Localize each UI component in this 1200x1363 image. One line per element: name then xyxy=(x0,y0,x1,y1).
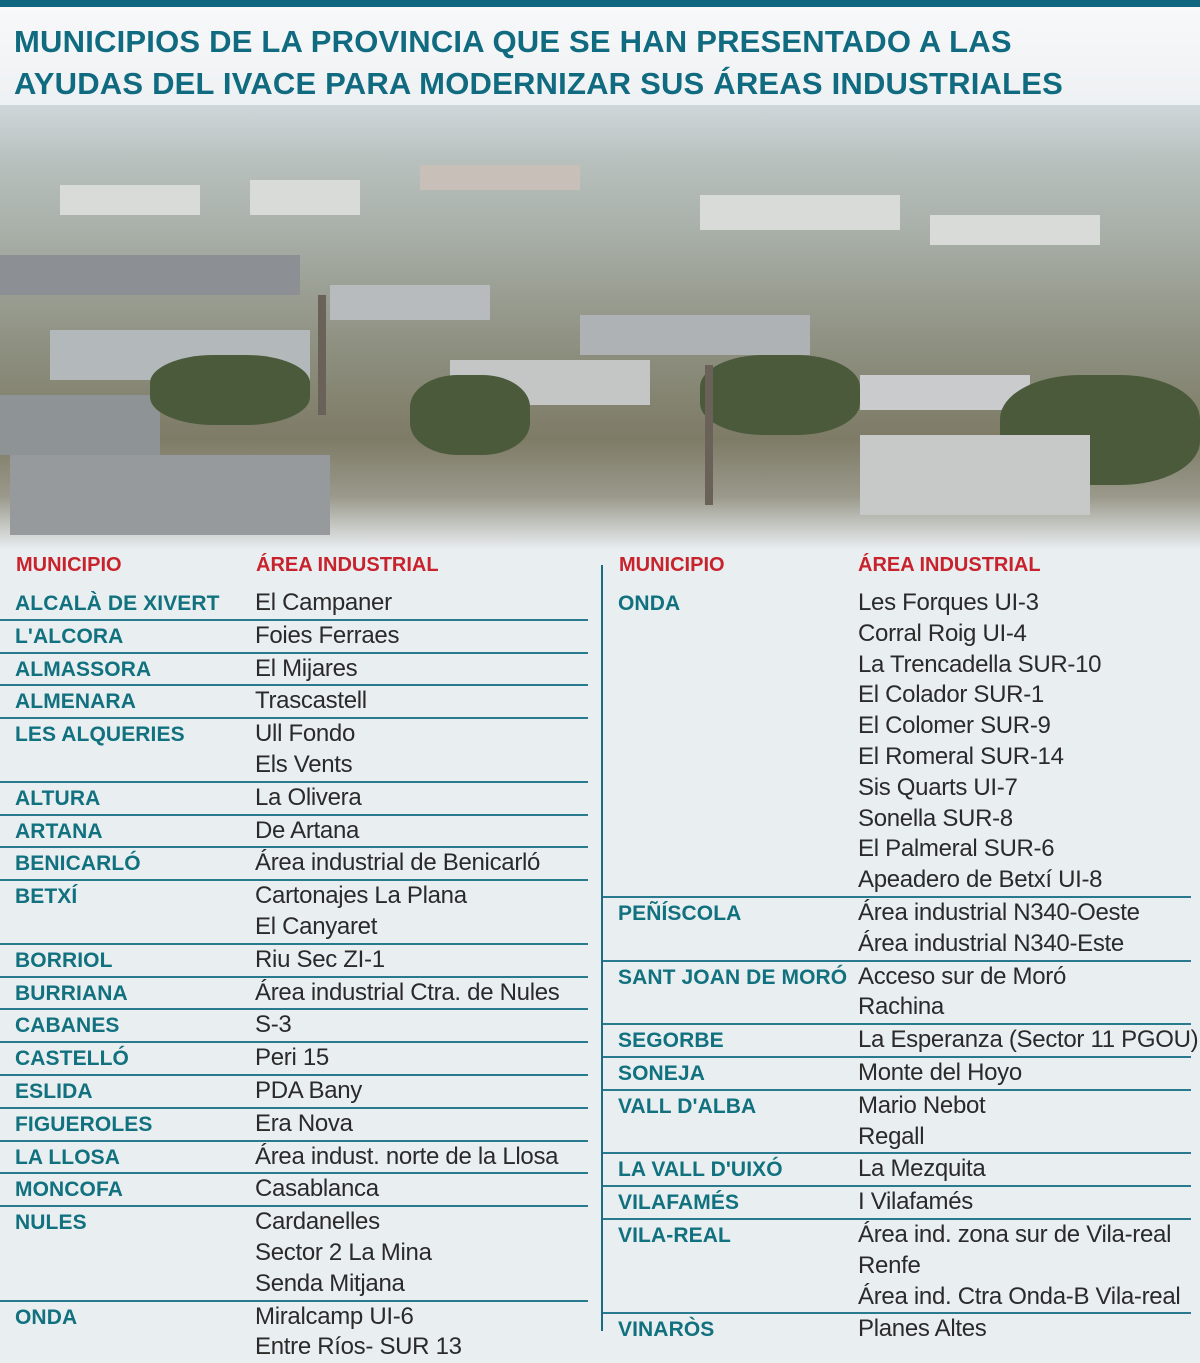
industrial-area-name: La Trencadella SUR-10 xyxy=(858,650,1102,678)
table-row xyxy=(0,588,588,621)
table-row xyxy=(603,588,1191,898)
industrial-area-name: Acceso sur de Moró xyxy=(858,962,1067,990)
industrial-area-name: Regall xyxy=(858,1122,925,1150)
industrial-area-name: Apeadero de Betxí UI-8 xyxy=(858,866,1103,894)
industrial-area-name: El Colador SUR-1 xyxy=(858,681,1044,709)
industrial-areas xyxy=(255,881,588,943)
industrial-area-name: Corral Roig UI-4 xyxy=(858,619,1027,647)
industrial-areas xyxy=(255,783,588,814)
municipality-name: CASTELLÓ xyxy=(15,1047,129,1071)
industrial-area-name: El Mijares xyxy=(255,654,358,682)
industrial-areas xyxy=(255,1010,588,1041)
industrial-areas xyxy=(255,1109,588,1140)
header-area-industrial: ÁREA INDUSTRIAL xyxy=(858,554,1041,576)
column-headers xyxy=(603,550,1191,588)
top-accent-bar xyxy=(0,0,1200,7)
table-row xyxy=(603,1091,1191,1155)
industrial-areas xyxy=(858,1187,1191,1218)
table-row xyxy=(0,1302,588,1363)
table-row xyxy=(603,1220,1191,1314)
municipalities-table xyxy=(0,550,1200,1361)
industrial-area-name: PDA Bany xyxy=(255,1076,362,1104)
table-row xyxy=(603,1058,1191,1091)
industrial-areas xyxy=(858,588,1191,896)
industrial-areas xyxy=(255,978,588,1009)
table-row xyxy=(0,1142,588,1175)
industrial-areas xyxy=(255,588,588,619)
municipality-name: SONEJA xyxy=(618,1061,705,1085)
industrial-area-name: Peri 15 xyxy=(255,1044,329,1072)
municipality-name: BORRIOL xyxy=(15,948,113,972)
industrial-areas xyxy=(858,962,1191,1024)
municipality-name: LES ALQUERIES xyxy=(15,723,185,747)
industrial-area-name: El Palmeral SUR-6 xyxy=(858,835,1055,863)
table-row xyxy=(0,848,588,881)
municipality-name: LA LLOSA xyxy=(15,1145,121,1169)
table-row xyxy=(0,1174,588,1207)
industrial-area-name: Rachina xyxy=(858,993,944,1021)
industrial-area-name: Área industrial Ctra. de Nules xyxy=(255,978,560,1006)
title-line-2: AYUDAS DEL IVACE PARA MODERNIZAR SUS ÁREAS INDUSTRIALES xyxy=(14,66,1064,101)
municipality-name: ESLIDA xyxy=(15,1079,93,1103)
industrial-area-name: Les Forques UI-3 xyxy=(858,589,1039,616)
municipality-name: ONDA xyxy=(15,1305,78,1329)
table-row xyxy=(603,962,1191,1026)
table-row xyxy=(603,1025,1199,1058)
industrial-areas xyxy=(255,719,588,781)
industrial-areas xyxy=(255,686,588,717)
municipality-name: VILA-REAL xyxy=(618,1223,731,1247)
municipality-name: NULES xyxy=(15,1211,87,1235)
header xyxy=(0,7,1200,105)
industrial-areas xyxy=(858,1025,1199,1056)
table-row xyxy=(0,1010,588,1043)
industrial-area-name: Monte del Hoyo xyxy=(858,1058,1022,1086)
header-municipio: MUNICIPIO xyxy=(619,554,725,576)
municipality-name: VILAFAMÉS xyxy=(618,1191,740,1215)
municipality-name: VINARÒS xyxy=(618,1318,715,1342)
industrial-area-name: La Mezquita xyxy=(858,1155,986,1183)
industrial-areas xyxy=(255,621,588,652)
municipality-name: SEGORBE xyxy=(618,1029,724,1053)
table-row xyxy=(0,1109,588,1142)
industrial-area-name: Área indust. norte de la Llosa xyxy=(255,1142,559,1170)
municipality-name: L'ALCORA xyxy=(15,624,124,648)
industrial-areas xyxy=(858,1154,1191,1185)
table-row xyxy=(0,881,588,945)
industrial-area-name: De Artana xyxy=(255,816,360,844)
industrial-area-name: Renfe xyxy=(858,1251,921,1279)
table-row xyxy=(0,978,588,1011)
title-line-1: MUNICIPIOS DE LA PROVINCIA QUE SE HAN PRESENTADO A LAS xyxy=(14,24,1012,59)
header-area-industrial: ÁREA INDUSTRIAL xyxy=(256,554,439,576)
industrial-area-name: Ull Fondo xyxy=(255,720,356,748)
industrial-area-name: Área ind. Ctra Onda-B Vila-real xyxy=(858,1282,1181,1310)
industrial-areas xyxy=(255,1142,588,1173)
industrial-areas xyxy=(858,898,1191,960)
industrial-area-name: Área industrial N340-Este xyxy=(858,929,1124,957)
industrial-areas xyxy=(255,1302,588,1363)
industrial-area-name: Área industrial de Benicarló xyxy=(255,849,541,877)
industrial-area-name: Miralcamp UI-6 xyxy=(255,1302,414,1330)
municipality-name: FIGUEROLES xyxy=(15,1112,153,1136)
municipality-name: CABANES xyxy=(15,1014,120,1038)
industrial-area-name: El Campaner xyxy=(255,589,392,616)
municipality-name: PEÑÍSCOLA xyxy=(618,901,742,925)
industrial-area-name: El Colomer SUR-9 xyxy=(858,712,1051,740)
page-title xyxy=(14,21,1063,105)
industrial-area-name: Área ind. zona sur de Vila-real xyxy=(858,1220,1172,1248)
municipality-name: ONDA xyxy=(618,592,681,615)
table-row xyxy=(0,621,588,654)
industrial-area-name: Sector 2 La Mina xyxy=(255,1238,432,1266)
industrial-area-name: Cardanelles xyxy=(255,1208,380,1236)
industrial-area-name: El Canyaret xyxy=(255,912,378,940)
industrial-area-name: Casablanca xyxy=(255,1175,379,1203)
industrial-areas xyxy=(255,654,588,685)
municipality-name: ARTANA xyxy=(15,819,103,843)
industrial-area-name: Sonella SUR-8 xyxy=(858,804,1013,832)
industrial-area-photo xyxy=(0,105,1200,550)
industrial-area-name: Foies Ferraes xyxy=(255,621,400,649)
industrial-areas xyxy=(255,1174,588,1205)
industrial-areas xyxy=(858,1058,1191,1089)
table-row xyxy=(0,654,588,687)
table-row xyxy=(0,783,588,816)
right-column xyxy=(603,550,1199,1345)
column-headers xyxy=(0,550,588,588)
table-row xyxy=(603,1187,1191,1220)
industrial-areas xyxy=(255,1043,588,1074)
municipality-name: BENICARLÓ xyxy=(15,852,141,876)
municipality-name: LA VALL D'UIXÓ xyxy=(618,1158,783,1182)
table-row xyxy=(0,816,588,849)
industrial-area-name: Riu Sec ZI-1 xyxy=(255,945,385,973)
industrial-areas xyxy=(255,945,588,976)
industrial-area-name: S-3 xyxy=(255,1011,292,1039)
municipality-name: ALMENARA xyxy=(15,690,136,714)
municipality-name: BURRIANA xyxy=(15,981,128,1005)
municipality-name: SANT JOAN DE MORÓ xyxy=(618,965,848,989)
table-row xyxy=(0,719,588,783)
table-row xyxy=(0,1076,588,1109)
industrial-area-name: Els Vents xyxy=(255,750,353,778)
table-row xyxy=(0,686,588,719)
table-row xyxy=(603,1154,1191,1187)
header-municipio: MUNICIPIO xyxy=(16,554,122,576)
municipality-name: BETXÍ xyxy=(15,885,78,909)
municipality-name: ALTURA xyxy=(15,786,101,810)
industrial-area-name: La Esperanza (Sector 11 PGOU) xyxy=(858,1026,1199,1054)
municipality-name: VALL D'ALBA xyxy=(618,1094,757,1118)
left-column xyxy=(0,550,588,1363)
industrial-area-name: Área industrial N340-Oeste xyxy=(858,898,1140,926)
industrial-areas xyxy=(255,1076,588,1107)
industrial-area-name: Mario Nebot xyxy=(858,1091,986,1119)
industrial-areas xyxy=(858,1220,1191,1312)
industrial-area-name: I Vilafamés xyxy=(858,1188,973,1216)
table-row xyxy=(603,898,1191,962)
industrial-areas xyxy=(255,1207,588,1299)
municipality-name: ALMASSORA xyxy=(15,657,152,681)
industrial-areas xyxy=(255,848,588,879)
industrial-area-name: Planes Altes xyxy=(858,1315,987,1343)
table-row xyxy=(0,1043,588,1076)
industrial-area-name: El Romeral SUR-14 xyxy=(858,742,1064,770)
municipality-name: MONCOFA xyxy=(15,1178,124,1202)
industrial-area-name: Era Nova xyxy=(255,1109,353,1137)
industrial-area-name: Sis Quarts UI-7 xyxy=(858,773,1018,801)
industrial-area-name: Trascastell xyxy=(255,687,367,715)
industrial-area-name: Cartonajes La Plana xyxy=(255,882,467,910)
industrial-area-name: Entre Ríos- SUR 13 xyxy=(255,1333,462,1361)
industrial-areas xyxy=(858,1091,1191,1153)
table-row xyxy=(0,945,588,978)
industrial-area-name: Senda Mitjana xyxy=(255,1269,405,1297)
industrial-areas xyxy=(255,816,588,847)
table-row xyxy=(0,1207,588,1301)
industrial-area-name: La Olivera xyxy=(255,783,362,811)
municipality-name: ALCALÀ DE XIVERT xyxy=(15,592,220,615)
